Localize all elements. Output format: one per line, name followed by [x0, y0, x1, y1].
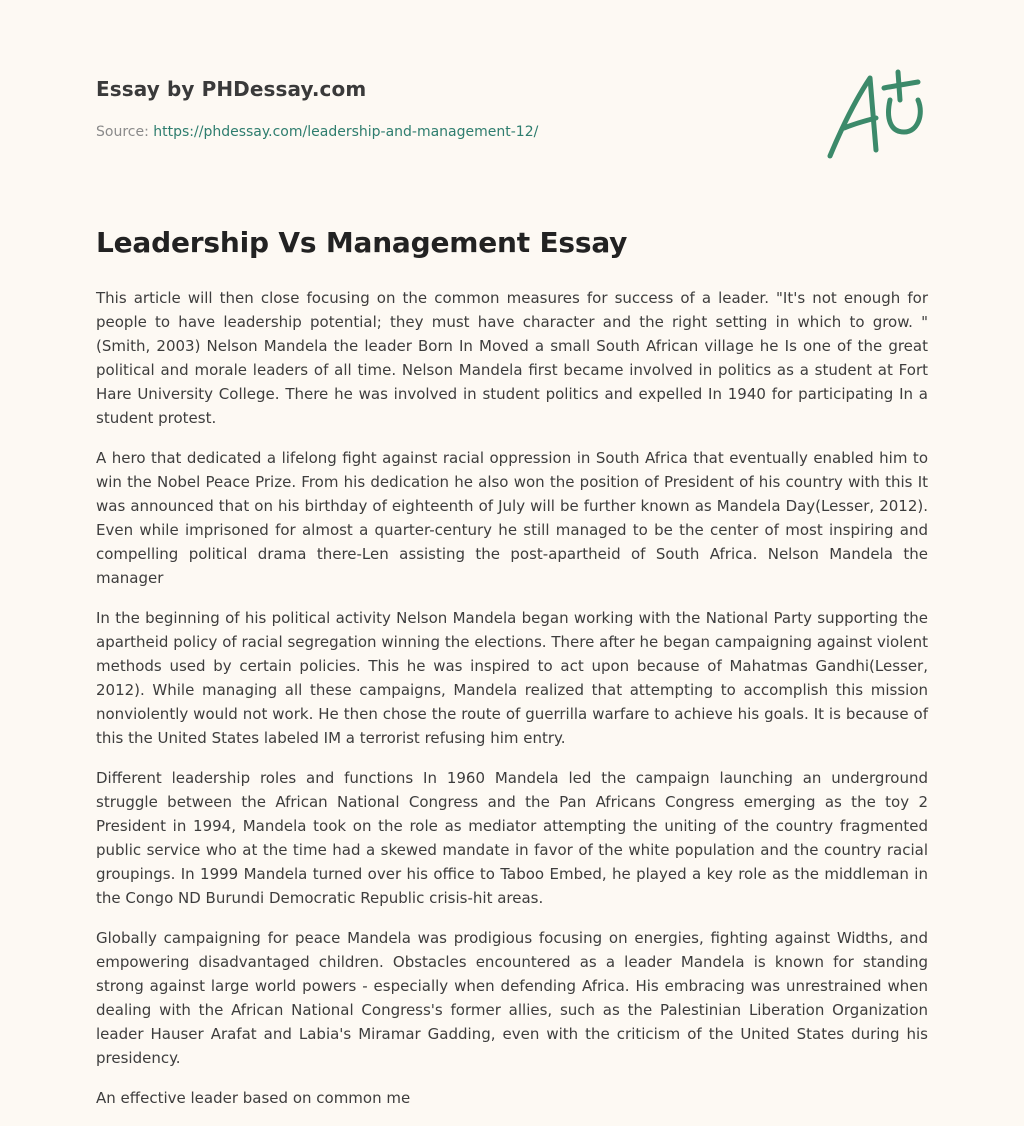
essay-paragraph: Globally campaigning for peace Mandela was prodigious focusing on energies, fighting against Widths, and empowering disadvantaged children. Obstacles encountered as a leader Mandela is known for standing strong against large world powers - especially when defending Africa. His embracing was unrestrained when dealing with the African National Congress's former allies, such as the Palestinian Liberation Organization leader Hauser Arafat and Labia's Miramar Gadding, even with the criticism of the United States during his presidency.: [96, 929, 928, 1067]
source-line: [96, 124, 538, 140]
site-brand: Essay by PHDessay.com: [96, 77, 367, 101]
page-title: Leadership Vs Management Essay: [96, 226, 628, 259]
essay-paragraph: In the beginning of his political activity Nelson Mandela began working with the National Party supporting the apartheid policy of racial segregation winning the elections. There after he began campaigning against violent methods used by certain policies. This he was inspired to act upon because of Mahatmas Gandhi(Lesser, 2012). While managing all these campaigns, Mandela realized that attempting to accomplish this mission nonviolently would not work. He then chose the route of guerrilla warfare to achieve his goals. It is because of this the United States labeled IM a terrorist refusing him entry.: [96, 609, 928, 747]
a-plus-grade-icon: [818, 66, 930, 166]
essay-paragraph-truncated: An effective leader based on common me: [96, 1089, 411, 1107]
essay-paragraph: A hero that dedicated a lifelong fight against racial oppression in South Africa that eventually enabled him to win the Nobel Peace Prize. From his dedication he also won the position of President of his country with this It was announced that on his birthday of eighteenth of July will be further known as Mandela Day(Lesser, 2012). Even while imprisoned for almost a quarter-century he still managed to be the center of most inspiring and compelling political drama there-Len assisting the post-apartheid of South Africa. Nelson Mandela the manager: [96, 449, 928, 587]
essay-paragraph: This article will then close focusing on the common measures for success of a leader. "It's not enough for people to have leadership potential; they must have character and the right setting in which to grow. " (Smith, 2003) Nelson Mandela the leader Born In Moved a small South African village he Is one of the great political and morale leaders of all time. Nelson Mandela first became involved in politics as a student at Fort Hare University College. There he was involved in student politics and expelled In 1940 for participating In a student protest.: [96, 289, 928, 427]
source-link[interactable]: https://phdessay.com/leadership-and-management-12/: [153, 124, 539, 140]
essay-paragraph: Different leadership roles and functions In 1960 Mandela led the campaign launching an underground struggle between the African National Congress and the Pan Africans Congress emerging as the toy 2 President in 1994, Mandela took on the role as mediator attempting the uniting of the country fragmented public service who at the time had a skewed mandate in favor of the white population and the country racial groupings. In 1999 Mandela turned over his office to Taboo Embed, he played a key role as the middleman in the Congo ND Burundi Democratic Republic crisis-hit areas.: [96, 769, 928, 907]
essay-body: [96, 286, 928, 1126]
source-label: Source:: [96, 124, 149, 140]
